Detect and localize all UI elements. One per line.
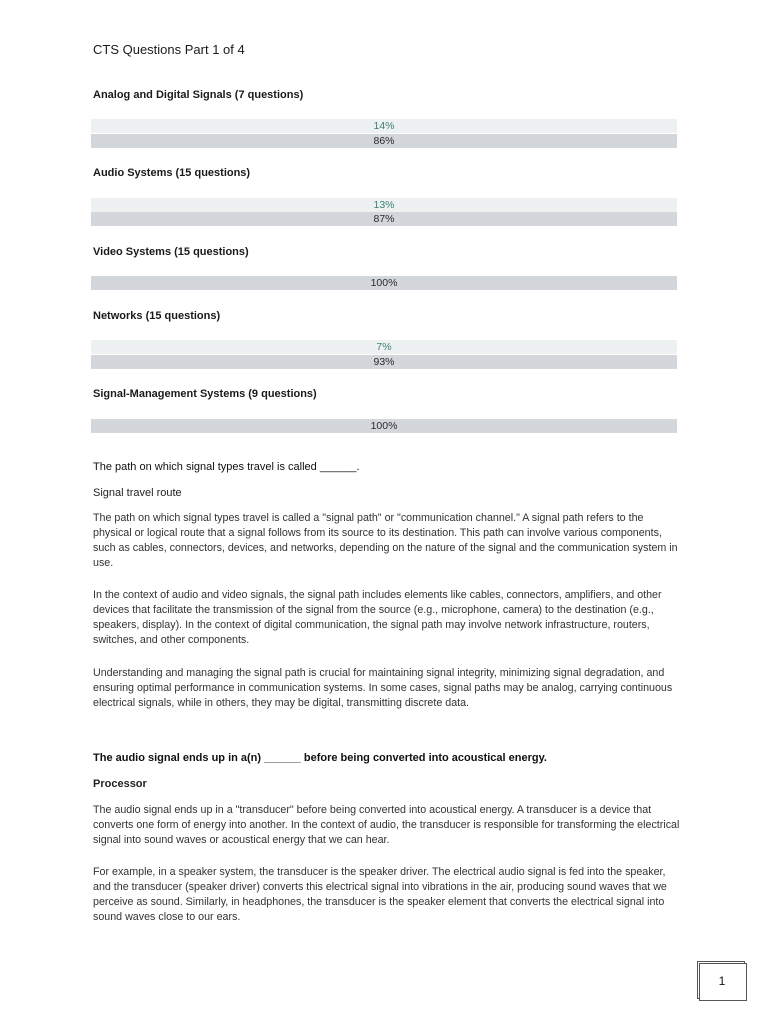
question-text: The path on which signal types travel is called ______.: [93, 461, 360, 473]
percent-bar-major: 93%: [91, 355, 677, 369]
section-title: Signal-Management Systems (9 questions): [93, 388, 317, 400]
explanation-paragraph: For example, in a speaker system, the transducer is the speaker driver. The electrical audio signal is fed into the speaker, and the transducer (speaker driver) converts this electrical signal into vibrations in the air, producing sound waves that we perceive as sound. Similarly, in headphones, the transducer is the speaker element that converts the electrical signal into sound waves close to our ears.: [93, 866, 667, 923]
answer-text: Signal travel route: [93, 487, 182, 499]
percent-bar-minor: 14%: [91, 119, 677, 133]
percent-bar-major: 100%: [91, 276, 677, 290]
page-title: CTS Questions Part 1 of 4: [93, 42, 245, 57]
percent-bar-minor: 7%: [91, 340, 677, 354]
section-title: Networks (15 questions): [93, 310, 221, 322]
explanation-paragraph: The audio signal ends up in a "transducer" before being converted into acoustical energy. A transducer is a device that converts one form of energy into another. In the context of audio, the transducer is responsible for transforming the electrical signal into sound waves or acoustical energy that we can hear.: [93, 804, 680, 846]
answer-text: Processor: [93, 778, 147, 790]
page-number-box: [697, 961, 745, 999]
section-title: Video Systems (15 questions): [93, 246, 249, 258]
percent-bar-major: 86%: [91, 134, 677, 148]
percent-bar-major: 87%: [91, 212, 677, 226]
question-text: The audio signal ends up in a(n) ______ before being converted into acoustical energy.: [93, 752, 547, 764]
explanation-paragraph: In the context of audio and video signals, the signal path includes elements like cables, connectors, amplifiers, and other devices that facilitate the transmission of the signal from the source (e.g., microphone, camera) to the destination (e.g., speakers, display). In the context of digital communication, the signal path may involve network infrastructure, routers, switches, and other components.: [93, 589, 662, 646]
percent-bar-major: 100%: [91, 419, 677, 433]
section-title: Analog and Digital Signals (7 questions): [93, 89, 304, 101]
page-number: 1: [718, 974, 726, 988]
percent-bar-minor: 13%: [91, 198, 677, 212]
explanation-paragraph: The path on which signal types travel is called a "signal path" or "communication channel." A signal path refers to the physical or logical route that a signal follows from its source to its destination. This path can involve various components, such as cables, connectors, devices, and networks, depending on the nature of the signal and the communication system in use.: [93, 512, 678, 569]
section-title: Audio Systems (15 questions): [93, 167, 251, 179]
explanation-paragraph: Understanding and managing the signal path is crucial for maintaining signal integrity, minimizing signal degradation, and ensuring optimal performance in communication systems. In some cases, signal paths may be analog, carrying continuous electrical signals, while in others, they may be digital, transmitting discrete data.: [93, 667, 673, 709]
